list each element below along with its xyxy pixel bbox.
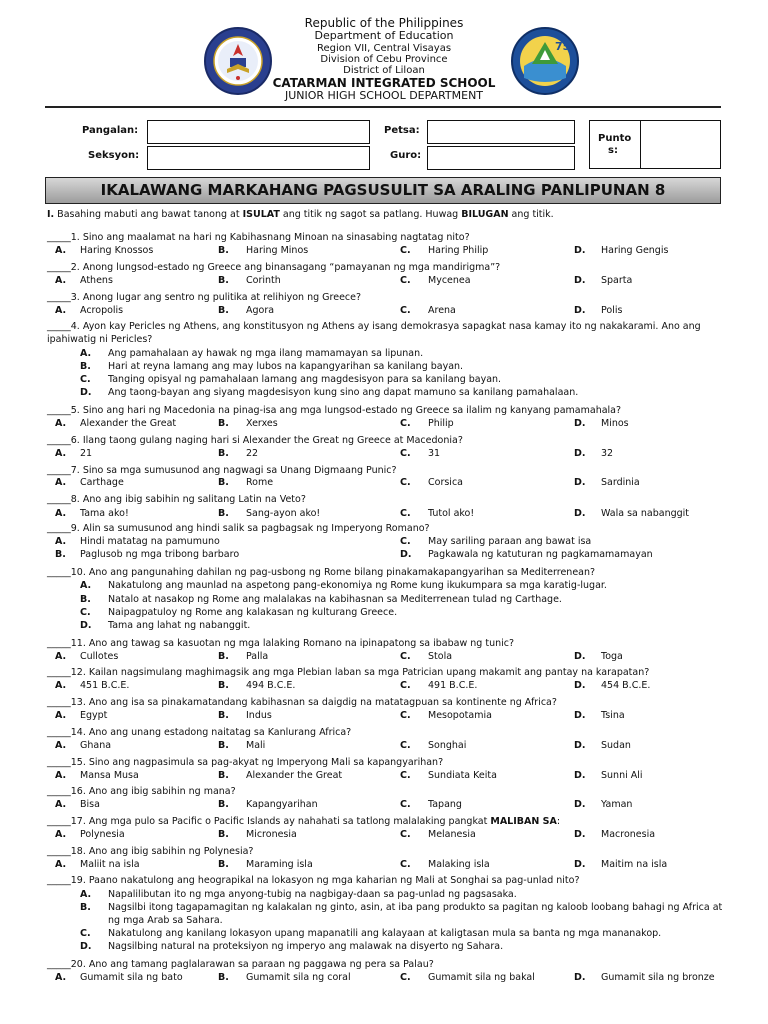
option-text[interactable]: Tsina (601, 710, 625, 721)
option-letter: D. (80, 620, 92, 631)
question-6: _____6. Ilang taong gulang naging hari si Alexander the Great ng Greece at Macedonia? (47, 435, 463, 446)
option-text[interactable]: 451 B.C.E. (80, 680, 130, 691)
option-text[interactable]: Naipagpatuloy ng Rome ang kalakasan ng kulturang Greece. (108, 607, 398, 618)
option-letter: C. (400, 799, 411, 810)
option-text[interactable]: Sundiata Keita (428, 770, 497, 781)
question-9-options (0, 549, 768, 562)
option-letter: A. (55, 477, 67, 488)
option-text[interactable]: Maliit na isla (80, 859, 140, 870)
question-8: _____8. Ano ang ibig sabihin ng salitang Latin na Veto? (47, 494, 306, 505)
option-letter: A. (80, 348, 92, 359)
option-text[interactable]: Nakatulong ang kanilang lokasyon upang mapanatili ang kalayaan at kaligtasan mula sa banta ng mga mananakop. (108, 928, 662, 939)
option-letter: D. (574, 829, 586, 840)
option-text[interactable]: 31 (428, 448, 441, 459)
question-17-colon: : (556, 816, 561, 827)
option-letter: C. (400, 305, 411, 316)
school-name: CATARMAN INTEGRATED SCHOOL (272, 76, 496, 90)
question-12-options (0, 680, 768, 693)
option-letter: A. (55, 245, 67, 256)
option-letter: D. (400, 549, 412, 560)
question-11: _____11. Ano ang tawag sa kasuotan ng mga lalaking Romano na ipinapatong sa ibabaw ng tunic? (47, 638, 515, 649)
option-text[interactable]: Yaman (601, 799, 633, 810)
option-text[interactable]: Napalilibutan ito ng mga anyong-tubig na nagbigay-daan sa pag-unlad ng pagsasaka. (108, 889, 517, 900)
option-text[interactable]: 491 B.C.E. (428, 680, 478, 691)
question-17-text: _____17. Ang mga pulo sa Pacific o Pacific Islands ay nahahati sa tatlong malalaking pangkat (47, 816, 491, 827)
question-18-options (0, 859, 768, 872)
department-line: Department of Education (314, 29, 454, 42)
option-letter: B. (218, 740, 229, 751)
option-letter: A. (80, 580, 92, 591)
option-text[interactable]: 22 (246, 448, 259, 459)
option-text[interactable]: Sudan (601, 740, 631, 751)
option-text[interactable]: Wala sa nabanggit (601, 508, 690, 519)
option-letter: C. (400, 651, 411, 662)
district-line: District of Liloan (343, 65, 425, 76)
option-text[interactable]: Natalo at nasakop ng Rome ang malalakas na kabihasnan sa Mediterrenean tulad ng Carthage. (108, 594, 562, 605)
option-letter: D. (574, 770, 586, 781)
option-text[interactable]: Haring Philip (428, 245, 489, 256)
option-text[interactable]: Bisa (80, 799, 100, 810)
option-text[interactable]: Haring Minos (246, 245, 309, 256)
option-text[interactable]: Haring Knossos (80, 245, 154, 256)
option-text[interactable]: Sardinia (601, 477, 640, 488)
option-letter: B. (218, 829, 229, 840)
school-department: JUNIOR HIGH SCHOOL DEPARTMENT (284, 89, 484, 102)
option-letter: A. (55, 448, 67, 459)
question-5-options (0, 418, 768, 431)
option-letter: D. (574, 972, 586, 983)
exam-title: IKALAWANG MARKAHANG PAGSUSULIT SA ARALING PANLIPUNAN 8 (45, 177, 721, 204)
option-letter: A. (80, 889, 92, 900)
svg-text:75: 75 (555, 40, 571, 53)
option-letter: D. (574, 245, 586, 256)
option-text[interactable]: Tutol ako! (428, 508, 475, 519)
pangalan-label: Pangalan: (82, 125, 139, 136)
option-letter: D. (574, 740, 586, 751)
option-text[interactable]: Gumamit sila ng bakal (428, 972, 535, 983)
option-text[interactable]: Sunni Ali (601, 770, 643, 781)
instructions-text-1: Basahing mabuti ang bawat tanong at (54, 209, 243, 220)
division-line: Division of Cebu Province (320, 54, 448, 65)
option-text[interactable]: Gumamit sila ng coral (246, 972, 351, 983)
question-14: _____14. Ano ang unang estadong naitatag sa Kanlurang Africa? (47, 727, 352, 738)
option-letter: C. (400, 477, 411, 488)
question-4: _____4. Ayon kay Pericles ng Athens, ang konstitusyon ng Athens ay isang demokrasya sapagkat nasa kamay ito ng nakakarami. Ano ang ipahiwatig ni Pericles? (47, 321, 701, 345)
question-10: _____10. Ano ang pangunahing dahilan ng pag-usbong ng Rome bilang pinakamakapangyarihan sa Mediterrenean? (47, 567, 596, 578)
question-20: _____20. Ano ang tamang paglalarawan sa paraan ng paggawa ng pera sa Palau? (47, 959, 434, 970)
option-letter: D. (574, 477, 586, 488)
option-letter: D. (574, 680, 586, 691)
option-letter: A. (55, 710, 67, 721)
question-13: _____13. Ano ang isa sa pinakamatandang kabihasnan sa daigdig na matatagpuan sa kontinente ng Africa? (47, 697, 557, 708)
option-text[interactable]: Maraming isla (246, 859, 313, 870)
option-letter: C. (400, 740, 411, 751)
question-3: _____3. Anong lugar ang sentro ng pulitika at relihiyon ng Greece? (47, 292, 362, 303)
option-letter: D. (574, 710, 586, 721)
option-letter: C. (80, 374, 91, 385)
option-letter: C. (400, 536, 411, 547)
region-line: Region VII, Central Visayas (316, 43, 452, 54)
option-letter: B. (218, 710, 229, 721)
option-letter: B. (55, 549, 66, 560)
option-letter: C. (80, 928, 91, 939)
option-text[interactable]: Ang pamahalaan ay hawak ng mga ilang mamamayan sa lipunan. (108, 348, 424, 359)
option-letter: C. (400, 710, 411, 721)
instructions-isulat: ISULAT (242, 209, 280, 220)
option-text[interactable]: Micronesia (246, 829, 297, 840)
question-14-options (0, 740, 768, 753)
option-letter: C. (400, 418, 411, 429)
option-letter: B. (218, 680, 229, 691)
option-text[interactable]: Ang taong-bayan ang siyang magdesisyon kung sino ang dapat mamuno sa kanilang pamahalaan. (108, 387, 579, 398)
option-letter: C. (400, 508, 411, 519)
option-letter: D. (574, 448, 586, 459)
option-text[interactable]: Philip (428, 418, 454, 429)
option-letter: B. (80, 361, 91, 372)
instructions-text-3: ang titik. (508, 209, 554, 220)
option-letter: B. (218, 859, 229, 870)
option-text[interactable]: Alexander the Great (246, 770, 343, 781)
option-text[interactable]: Stola (428, 651, 453, 662)
option-letter: B. (218, 477, 229, 488)
option-text[interactable]: Carthage (80, 477, 124, 488)
question-17-emphasis: MALIBAN SA (490, 816, 557, 827)
option-text[interactable]: Mansa Musa (80, 770, 139, 781)
option-letter: A. (55, 508, 67, 519)
option-text[interactable]: Gumamit sila ng bronze (601, 972, 715, 983)
option-letter: A. (55, 859, 67, 870)
option-letter: D. (80, 387, 92, 398)
option-letter: A. (55, 740, 67, 751)
question-1-options (0, 245, 768, 258)
instructions-text-2: ang titik ng sagot sa patlang. Huwag (279, 209, 462, 220)
option-letter: B. (218, 448, 229, 459)
option-text[interactable]: Hindi matatag na pamumuno (80, 536, 220, 547)
question-2: _____2. Anong lungsod-estado ng Greece ang binansagang “pamayanan ng mga mandirigma”? (47, 262, 501, 273)
option-text[interactable]: Mycenea (428, 275, 471, 286)
seksyon-label: Seksyon: (88, 150, 140, 161)
option-text[interactable]: Maitim na isla (601, 859, 668, 870)
option-text[interactable]: Xerxes (246, 418, 278, 429)
option-letter: B. (218, 972, 229, 983)
option-text[interactable]: Athens (80, 275, 113, 286)
option-text[interactable]: Paglusob ng mga tribong barbaro (80, 549, 240, 560)
option-letter: B. (218, 651, 229, 662)
option-letter: B. (218, 508, 229, 519)
option-letter: D. (574, 799, 586, 810)
option-letter: A. (55, 418, 67, 429)
option-text[interactable]: Acropolis (80, 305, 124, 316)
option-letter: D. (574, 305, 586, 316)
option-text[interactable]: Sang-ayon ako! (246, 508, 321, 519)
option-text[interactable]: Polynesia (80, 829, 125, 840)
option-text[interactable]: Malaking isla (428, 859, 490, 870)
option-letter: B. (218, 275, 229, 286)
option-text[interactable]: Alexander the Great (80, 418, 177, 429)
question-9-options (0, 536, 768, 549)
question-19: _____19. Paano nakatulong ang heograpikal na lokasyon ng mga kaharian ng Mali at Songhai sa pag-unlad nito? (47, 875, 580, 886)
option-letter: B. (218, 245, 229, 256)
question-6-options (0, 448, 768, 461)
option-text[interactable]: Tama ako! (80, 508, 129, 519)
question-7: _____7. Sino sa mga sumusunod ang nagwagi sa Unang Digmaang Punic? (47, 465, 397, 476)
question-8-options (0, 508, 768, 521)
option-letter: D. (574, 651, 586, 662)
option-letter: A. (55, 275, 67, 286)
option-text[interactable]: Agora (246, 305, 275, 316)
option-letter: B. (80, 594, 91, 605)
guro-label: Guro: (390, 150, 422, 161)
option-text[interactable]: Cullotes (80, 651, 119, 662)
option-text[interactable]: Tama ang lahat ng nabanggit. (108, 620, 251, 631)
option-text[interactable]: Songhai (428, 740, 467, 751)
option-letter: A. (55, 972, 67, 983)
option-letter: D. (80, 941, 92, 952)
option-text[interactable]: Indus (246, 710, 272, 721)
question-20-options (0, 972, 768, 985)
option-text[interactable]: May sariling paraan ang bawat isa (428, 536, 592, 547)
option-text[interactable]: Polis (601, 305, 623, 316)
option-letter: C. (400, 972, 411, 983)
option-text[interactable]: Nagsilbing natural na proteksiyon ng imperyo ang malawak na disyerto ng Sahara. (108, 941, 504, 952)
instructions-bilugan: BILUGAN (461, 209, 509, 220)
question-7-options (0, 477, 768, 490)
petsa-label: Petsa: (384, 125, 420, 136)
option-letter: C. (400, 275, 411, 286)
question-13-options (0, 710, 768, 723)
option-letter: B. (218, 770, 229, 781)
option-letter: B. (218, 418, 229, 429)
option-letter: D. (574, 859, 586, 870)
option-letter: C. (400, 448, 411, 459)
option-text[interactable]: Ghana (80, 740, 112, 751)
question-16-options (0, 799, 768, 812)
option-letter: C. (400, 245, 411, 256)
option-text[interactable]: Arena (428, 305, 456, 316)
option-text[interactable]: Hari at reyna lamang ang may lubos na kapangyarihan sa kanilang bayan. (108, 361, 464, 372)
option-text[interactable]: Gumamit sila ng bato (80, 972, 183, 983)
option-letter: C. (80, 607, 91, 618)
question-17 (47, 816, 747, 829)
option-text[interactable]: Melanesia (428, 829, 476, 840)
option-text[interactable]: Egypt (80, 710, 108, 721)
option-letter: C. (400, 680, 411, 691)
option-letter: B. (80, 902, 91, 913)
question-15-options (0, 770, 768, 783)
option-letter: D. (574, 508, 586, 519)
question-11-options (0, 651, 768, 664)
republic-line: Republic of the Philippines (304, 16, 464, 30)
option-text[interactable]: Toga (601, 651, 623, 662)
option-text[interactable]: Haring Gengis (601, 245, 669, 256)
option-letter: A. (55, 305, 67, 316)
question-17-options (0, 829, 768, 842)
option-letter: C. (400, 829, 411, 840)
option-letter: C. (400, 859, 411, 870)
question-3-options (0, 305, 768, 318)
option-text[interactable]: Corsica (428, 477, 463, 488)
option-text[interactable]: Mali (246, 740, 266, 751)
option-text[interactable]: Rome (246, 477, 274, 488)
puntos-label: Punto s: (598, 133, 632, 156)
option-letter: B. (218, 305, 229, 316)
option-letter: A. (55, 829, 67, 840)
question-2-options (0, 275, 768, 288)
question-15: _____15. Sino ang nagpasimula sa pag-akyat ng Imperyong Mali sa kapangyarihan? (47, 757, 444, 768)
option-text[interactable]: 454 B.C.E. (601, 680, 651, 691)
question-18: _____18. Ano ang ibig sabihin ng Polynesia? (47, 846, 254, 857)
option-text[interactable]: 494 B.C.E. (246, 680, 296, 691)
option-text[interactable]: Palla (246, 651, 269, 662)
option-letter: A. (55, 680, 67, 691)
option-text[interactable]: Tanging opisyal ng pamahalaan lamang ang magdesisyon para sa kanilang bayan. (108, 374, 502, 385)
option-letter: A. (55, 651, 67, 662)
option-text[interactable]: Nakatulong ang maunlad na aspetong pang-ekonomiya ng Rome kung ikukumpara sa mga karatig-lugar. (108, 580, 607, 591)
option-letter: D. (574, 275, 586, 286)
question-12: _____12. Kailan nagsimulang maghimagsik ang mga Plebian laban sa mga Patrician upang makamit ang pantay na karapatan? (47, 667, 650, 678)
option-text[interactable]: Pagkawala ng katuturan ng pagkamamamayan (428, 549, 653, 560)
option-text[interactable]: Minos (601, 418, 629, 429)
option-letter: A. (55, 799, 67, 810)
option-letter: C. (400, 770, 411, 781)
part-number: I. (47, 209, 55, 220)
option-letter: B. (218, 799, 229, 810)
option-text[interactable]: Mesopotamia (428, 710, 492, 721)
question-9: _____9. Alin sa sumusunod ang hindi salik sa pagbagsak ng Imperyong Romano? (47, 523, 430, 534)
option-text[interactable]: Sparta (601, 275, 633, 286)
option-letter: D. (574, 418, 586, 429)
option-text[interactable]: 32 (601, 448, 614, 459)
option-letter: A. (55, 770, 67, 781)
question-1: _____1. Sino ang maalamat na hari ng Kabihasnang Minoan na sinasabing nagtatag nito? (47, 232, 470, 243)
option-text[interactable]: Nagsilbi itong tagapamagitan ng kalakalan ng ginto, asin, at iba pang produkto sa pagitan ng kaloob loobang bahagi ng Africa at ng mga Arab sa Sahara. (108, 902, 723, 926)
question-5: _____5. Sino ang hari ng Macedonia na pinag-isa ang mga lungsod-estado ng Greece sa ilalim ng kanyang pamamahala? (47, 405, 622, 416)
option-text[interactable]: 21 (80, 448, 93, 459)
option-text[interactable]: Macronesia (601, 829, 656, 840)
option-text[interactable]: Corinth (246, 275, 281, 286)
option-letter: A. (55, 536, 67, 547)
question-16: _____16. Ano ang ibig sabihin ng mana? (47, 786, 236, 797)
option-text[interactable]: Kapangyarihan (246, 799, 318, 810)
option-text[interactable]: Tapang (428, 799, 462, 810)
